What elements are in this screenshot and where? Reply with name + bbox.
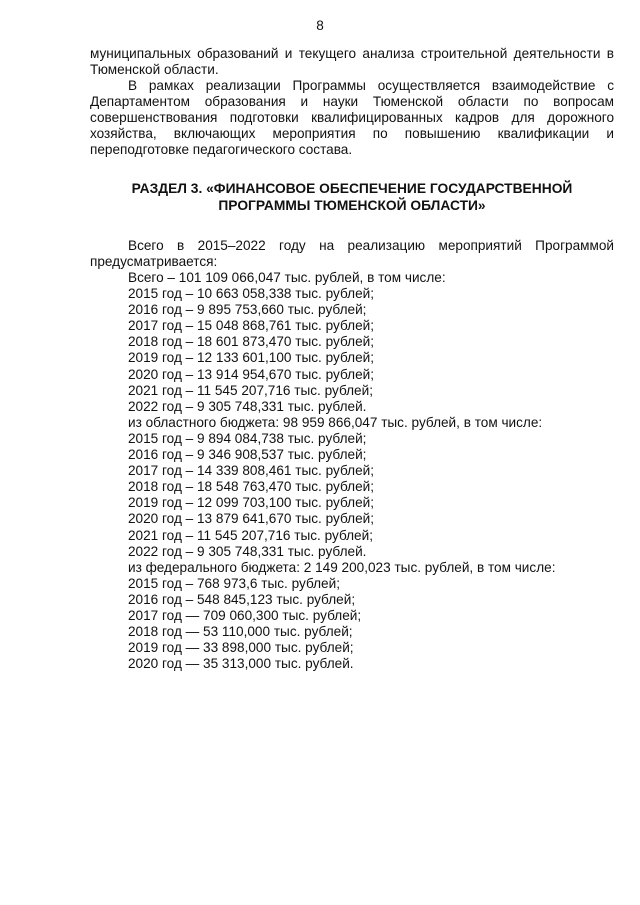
document-body: [90, 46, 614, 672]
list-item: из федерального бюджета: 2 149 200,023 тыс. рублей, в том числе:: [128, 559, 556, 575]
list-item: 2020 год — 35 313,000 тыс. рублей.: [128, 656, 354, 672]
list-item: 2022 год – 9 305 748,331 тыс. рублей.: [128, 398, 367, 414]
list-item: Всего – 101 109 066,047 тыс. рублей, в том числе:: [128, 270, 446, 285]
list-item: 2018 год — 53 110,000 тыс. рублей;: [128, 624, 353, 640]
list-item: 2020 год – 13 879 641,670 тыс. рублей;: [128, 511, 374, 527]
list-item: 2016 год – 9 346 908,537 тыс. рублей;: [128, 447, 367, 463]
list-item: 2022 год – 9 305 748,331 тыс. рублей.: [128, 543, 367, 559]
list-item: 2016 год – 548 845,123 тыс. рублей;: [128, 591, 356, 607]
section-title: [90, 180, 614, 214]
funding-intro: Всего в 2015–2022 году на реализацию мероприятий Программой предусматривается:: [90, 238, 614, 269]
section-title-line-2: ПРОГРАММЫ ТЮМЕНСКОЙ ОБЛАСТИ»: [218, 198, 486, 213]
list-item: 2017 год — 709 060,300 тыс. рублей;: [128, 607, 362, 623]
list-item: 2015 год – 768 973,6 тыс. рублей;: [128, 575, 340, 591]
list-item: 2020 год – 13 914 954,670 тыс. рублей;: [128, 366, 374, 382]
list-item: 2021 год – 11 545 207,716 тыс. рублей;: [128, 527, 373, 543]
list-item: 2018 год – 18 548 763,470 тыс. рублей;: [128, 479, 374, 495]
list-item: 2017 год – 15 048 868,761 тыс. рублей;: [128, 318, 374, 334]
list-item: 2016 год – 9 895 753,660 тыс. рублей;: [128, 302, 367, 318]
list-item: 2019 год – 12 133 601,100 тыс. рублей;: [128, 350, 374, 366]
paragraph-continuation: муниципальных образований и текущего анализа строительной деятельности в Тюменской области.: [90, 46, 614, 77]
list-item: 2018 год – 18 601 873,470 тыс. рублей;: [128, 334, 374, 350]
list-item: 2015 год – 10 663 058,338 тыс. рублей;: [128, 286, 374, 302]
list-item: 2019 год – 12 099 703,100 тыс. рублей;: [128, 495, 374, 511]
page-number: 8: [316, 18, 324, 33]
list-item: 2019 год — 33 898,000 тыс. рублей;: [128, 640, 354, 656]
funding-list: [90, 270, 614, 672]
list-item: 2021 год – 11 545 207,716 тыс. рублей;: [128, 382, 373, 398]
section-title-line-1: РАЗДЕЛ 3. «ФИНАНСОВОЕ ОБЕСПЕЧЕНИЕ ГОСУДАРСТВЕННОЙ: [131, 181, 573, 196]
list-item: из областного бюджета: 98 959 866,047 тыс. рублей, в том числе:: [128, 414, 543, 430]
list-item: 2017 год – 14 339 808,461 тыс. рублей;: [128, 463, 374, 479]
paragraph-cooperation: В рамках реализации Программы осуществляется взаимодействие с Департаментом образования и науки Тюменской области по вопросам совершенствования подготовки квалифицированных кадров для дорожного хозяйства, включающих мероприятия по повышению квалификации и переподготовке педагогического состава.: [90, 78, 614, 157]
list-item: 2015 год – 9 894 084,738 тыс. рублей;: [128, 430, 367, 446]
